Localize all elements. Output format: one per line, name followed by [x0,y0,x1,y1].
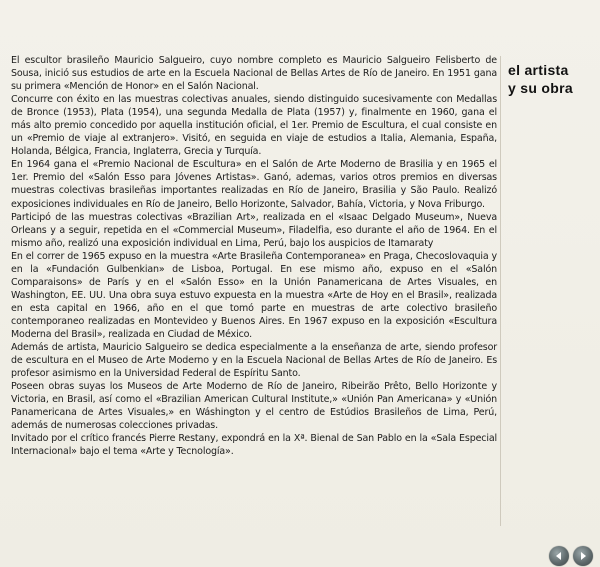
column-divider [500,56,501,526]
paragraph-brazilian-art: Participó de las muestras colectivas «Brazilian Art», realizada en el «Isaac Delgado Museum», Nueva Orleans y a seguir, repetida en el «Commercial Museum», Filadelfia, eso durante el año de 1964. En el mismo año, realizó una exposición individual en Lima, Perú, bajo los auspicios de Itamaraty [11,211,497,249]
paragraph-teaching: Además de artista, Mauricio Salgueiro se dedica especialmente a la enseñanza de arte, siendo profesor de escultura en el Museo de Arte Moderno y en la Escuela Nacional de Bellas Artes de Río de Janeiro. Es profesor asimismo en la Universidad Federal de Espíritu Santo. [11,342,497,380]
next-page-button[interactable] [573,546,593,566]
paragraph-awards: Concurre con éxito en las muestras colectivas anuales, siendo distinguido sucesivamente con Medallas de Bronce (1953), Plata (1954), una segunda Medalla de Plata (1957) y, finalmente en 1960, gana el más alto premio concedido por aquella institución oficial, el 1er. Premio de Escultura, el cual consiste en un «Premio de viaje al extranjero». Visitó, en seguida en viaje de estudios a Italia, Alemania, España, Holanda, Bélgica, Francia, Inglaterra, Grecia y Turquía. [11,94,497,158]
paragraph-intro: El escultor brasileño Mauricio Salgueiro, cuyo nombre completo es Mauricio Salgueiro Felisberto de Sousa, inició sus estudios de arte en la Escuela Nacional de Bellas Artes de Río de Janeiro. En 1951 gana su primera «Mención de Honor» en el Salón Nacional. [11,55,497,93]
arrow-right-icon [577,550,589,562]
paragraph-1965-exhibitions: En el correr de 1965 expuso en la muestra «Arte Brasileña Contemporanea» en Praga, Checoslovaquia y en la «Fundación Gulbenkian» de Lisboa, Portugal. En ese mismo año, expuso en el «Salón Comparaisons» de París y en el «Salón Esso» en la Unión Panamericana de Artes Visuales, en Washington, EE. UU. Una obra suya estuvo expuesta en la muestra «Arte de Hoy en el Brasil», realizada en esta capital en 1966, año en el que tomó parte en muestras de arte colectivo brasileño contemporaneo realizadas en Montevideo y Buenos Aires. En 1967 expuso en la exposición «Escultura Moderna del Brasil», realizada en Ciudad de México. [11,250,497,340]
section-heading [508,61,598,97]
paragraph-1964-prizes: En 1964 gana el «Premio Nacional de Escultura» en el Salón de Arte Moderno de Brasilia y en 1965 el 1er. Premio del «Salón Esso para Jóvenes Artistas». Ganó, ademas, varios otros premios en diversas muestras colectivas brasileñas importantes realizadas en Río de Janeiro, Brasilia y São Paulo. Realizó exposiciones individuales en Río de Janeiro, Bello Horizonte, Salvador, Bahía, Victoria, y Nova Friburgo. [11,159,497,210]
arrow-left-icon [553,550,565,562]
heading-line-2: y su obra [508,80,573,96]
heading-line-1: el artista [508,62,569,78]
page-navigation [549,546,593,566]
article-body [11,54,497,458]
paragraph-collections: Poseen obras suyas los Museos de Arte Moderno de Río de Janeiro, Ribeirão Prêto, Bello Horizonte y Victoria, en Brasil, así como el «Brazilian American Cultural Institute,» «Unión Pan Americana» y «Unión Panamericana de Artes Visuales,» en Wáshington y el centro de Estúdios Brasileños de Lima, Perú, además de numerosas colecciones privadas. [11,381,497,432]
paragraph-bienal: Invitado por el crítico francés Pierre Restany, expondrá en la Xª. Bienal de San Pablo en la «Sala Especial Internacional» bajo el tema «Arte y Tecnología». [11,433,497,458]
previous-page-button[interactable] [549,546,569,566]
